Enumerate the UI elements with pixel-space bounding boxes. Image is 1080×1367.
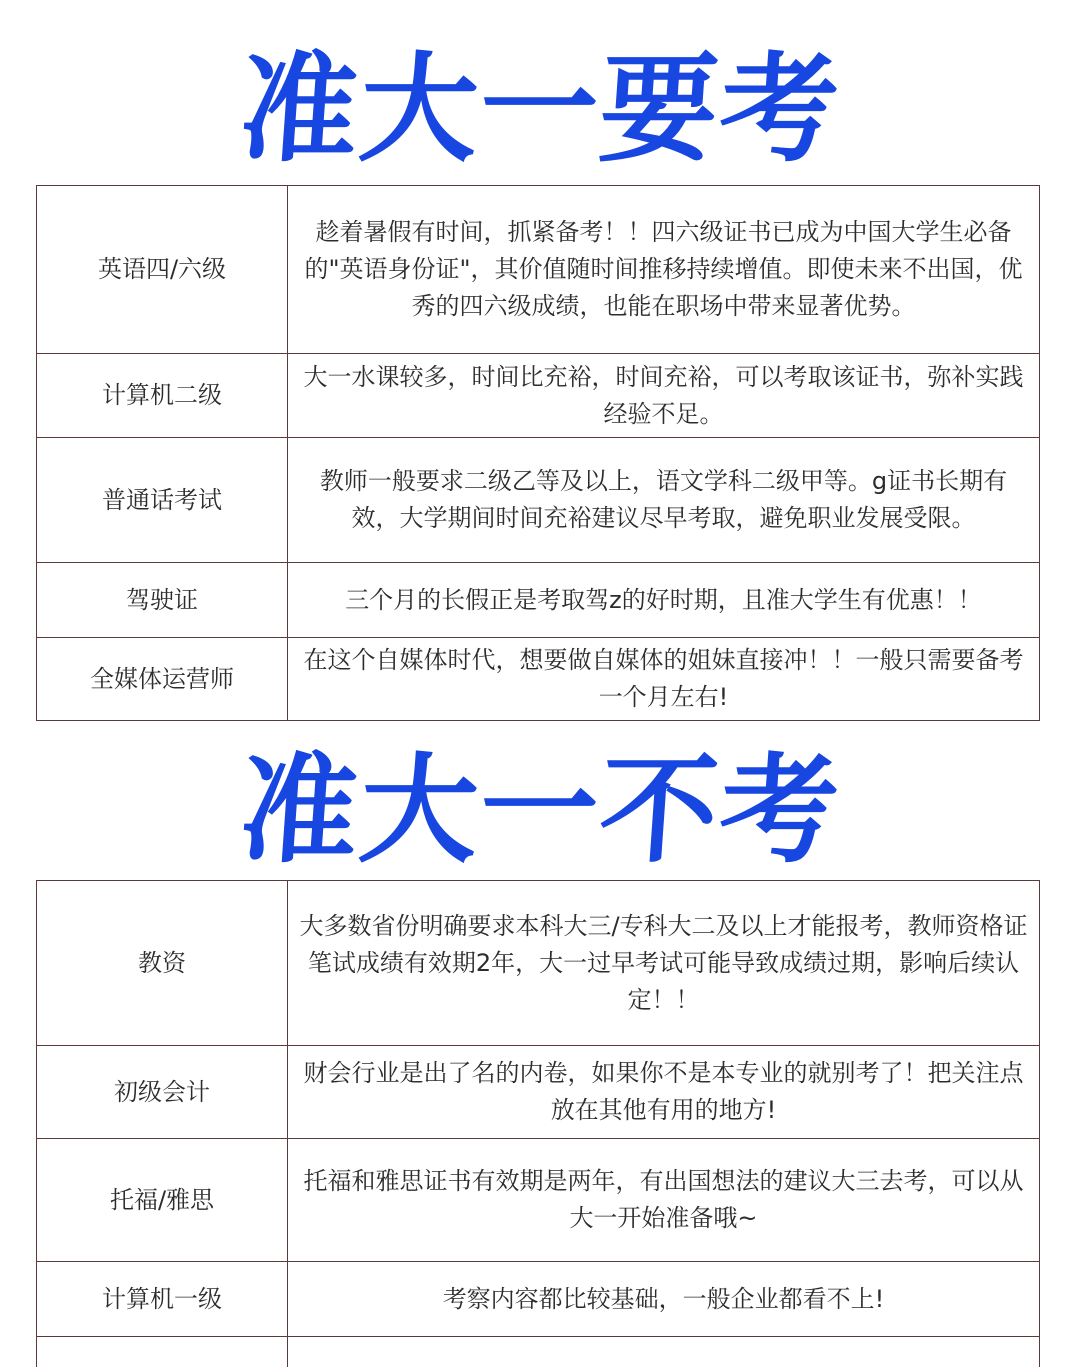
exam-description: 大一水课较多，时间比充裕，时间充裕，可以考取该证书，弥补实践经验不足。 xyxy=(288,354,1040,438)
exam-name: 驾驶证 xyxy=(37,563,288,638)
empty-cell xyxy=(288,1337,1040,1367)
table-row xyxy=(37,881,1040,1046)
section-title-should-take: 准大一要考 xyxy=(235,40,845,178)
exam-description: 在这个自媒体时代，想要做自媒体的姐妹直接冲！！一般只需要备考一个月左右! xyxy=(288,638,1040,721)
table-row xyxy=(37,1139,1040,1262)
exam-description: 考察内容都比较基础，一般企业都看不上! xyxy=(288,1262,1040,1337)
table-row xyxy=(37,438,1040,563)
exam-name: 英语四/六级 xyxy=(37,186,288,354)
exam-description: 趁着暑假有时间，抓紧备考！！四六级证书已成为中国大学生必备的"英语身份证"，其价值随时间推移持续增值。即使未来不出国，优秀的四六级成绩，也能在职场中带来显著优势。 xyxy=(288,186,1040,354)
table-row xyxy=(37,186,1040,354)
empty-cell xyxy=(37,1337,288,1367)
table-row xyxy=(37,1046,1040,1139)
exam-description: 财会行业是出了名的内卷，如果你不是本专业的就别考了！把关注点放在其他有用的地方! xyxy=(288,1046,1040,1139)
exam-name: 初级会计 xyxy=(37,1046,288,1139)
exam-name: 计算机一级 xyxy=(37,1262,288,1337)
exam-description: 大多数省份明确要求本科大三/专科大二及以上才能报考，教师资格证笔试成绩有效期2年，大一过早考试可能导致成绩过期，影响后续认定！！ xyxy=(288,881,1040,1046)
table-row xyxy=(37,563,1040,638)
exam-description: 教师一般要求二级乙等及以上，语文学科二级甲等。g证书长期有效，大学期间时间充裕建议尽早考取，避免职业发展受限。 xyxy=(288,438,1040,563)
section-title-should-not-take: 准大一不考 xyxy=(235,741,845,879)
exam-name: 教资 xyxy=(37,881,288,1046)
exam-name: 计算机二级 xyxy=(37,354,288,438)
exam-name: 全媒体运营师 xyxy=(37,638,288,721)
table-row xyxy=(37,638,1040,721)
exam-name: 托福/雅思 xyxy=(37,1139,288,1262)
table-row xyxy=(37,354,1040,438)
should-take-table xyxy=(36,185,1040,721)
table-row-partial xyxy=(37,1337,1040,1367)
table-row xyxy=(37,1262,1040,1337)
exam-description: 托福和雅思证书有效期是两年，有出国想法的建议大三去考，可以从大一开始准备哦~ xyxy=(288,1139,1040,1262)
exam-description: 三个月的长假正是考取驾z的好时期，且准大学生有优惠！！ xyxy=(288,563,1040,638)
exam-name: 普通话考试 xyxy=(37,438,288,563)
should-not-take-table xyxy=(36,880,1040,1367)
